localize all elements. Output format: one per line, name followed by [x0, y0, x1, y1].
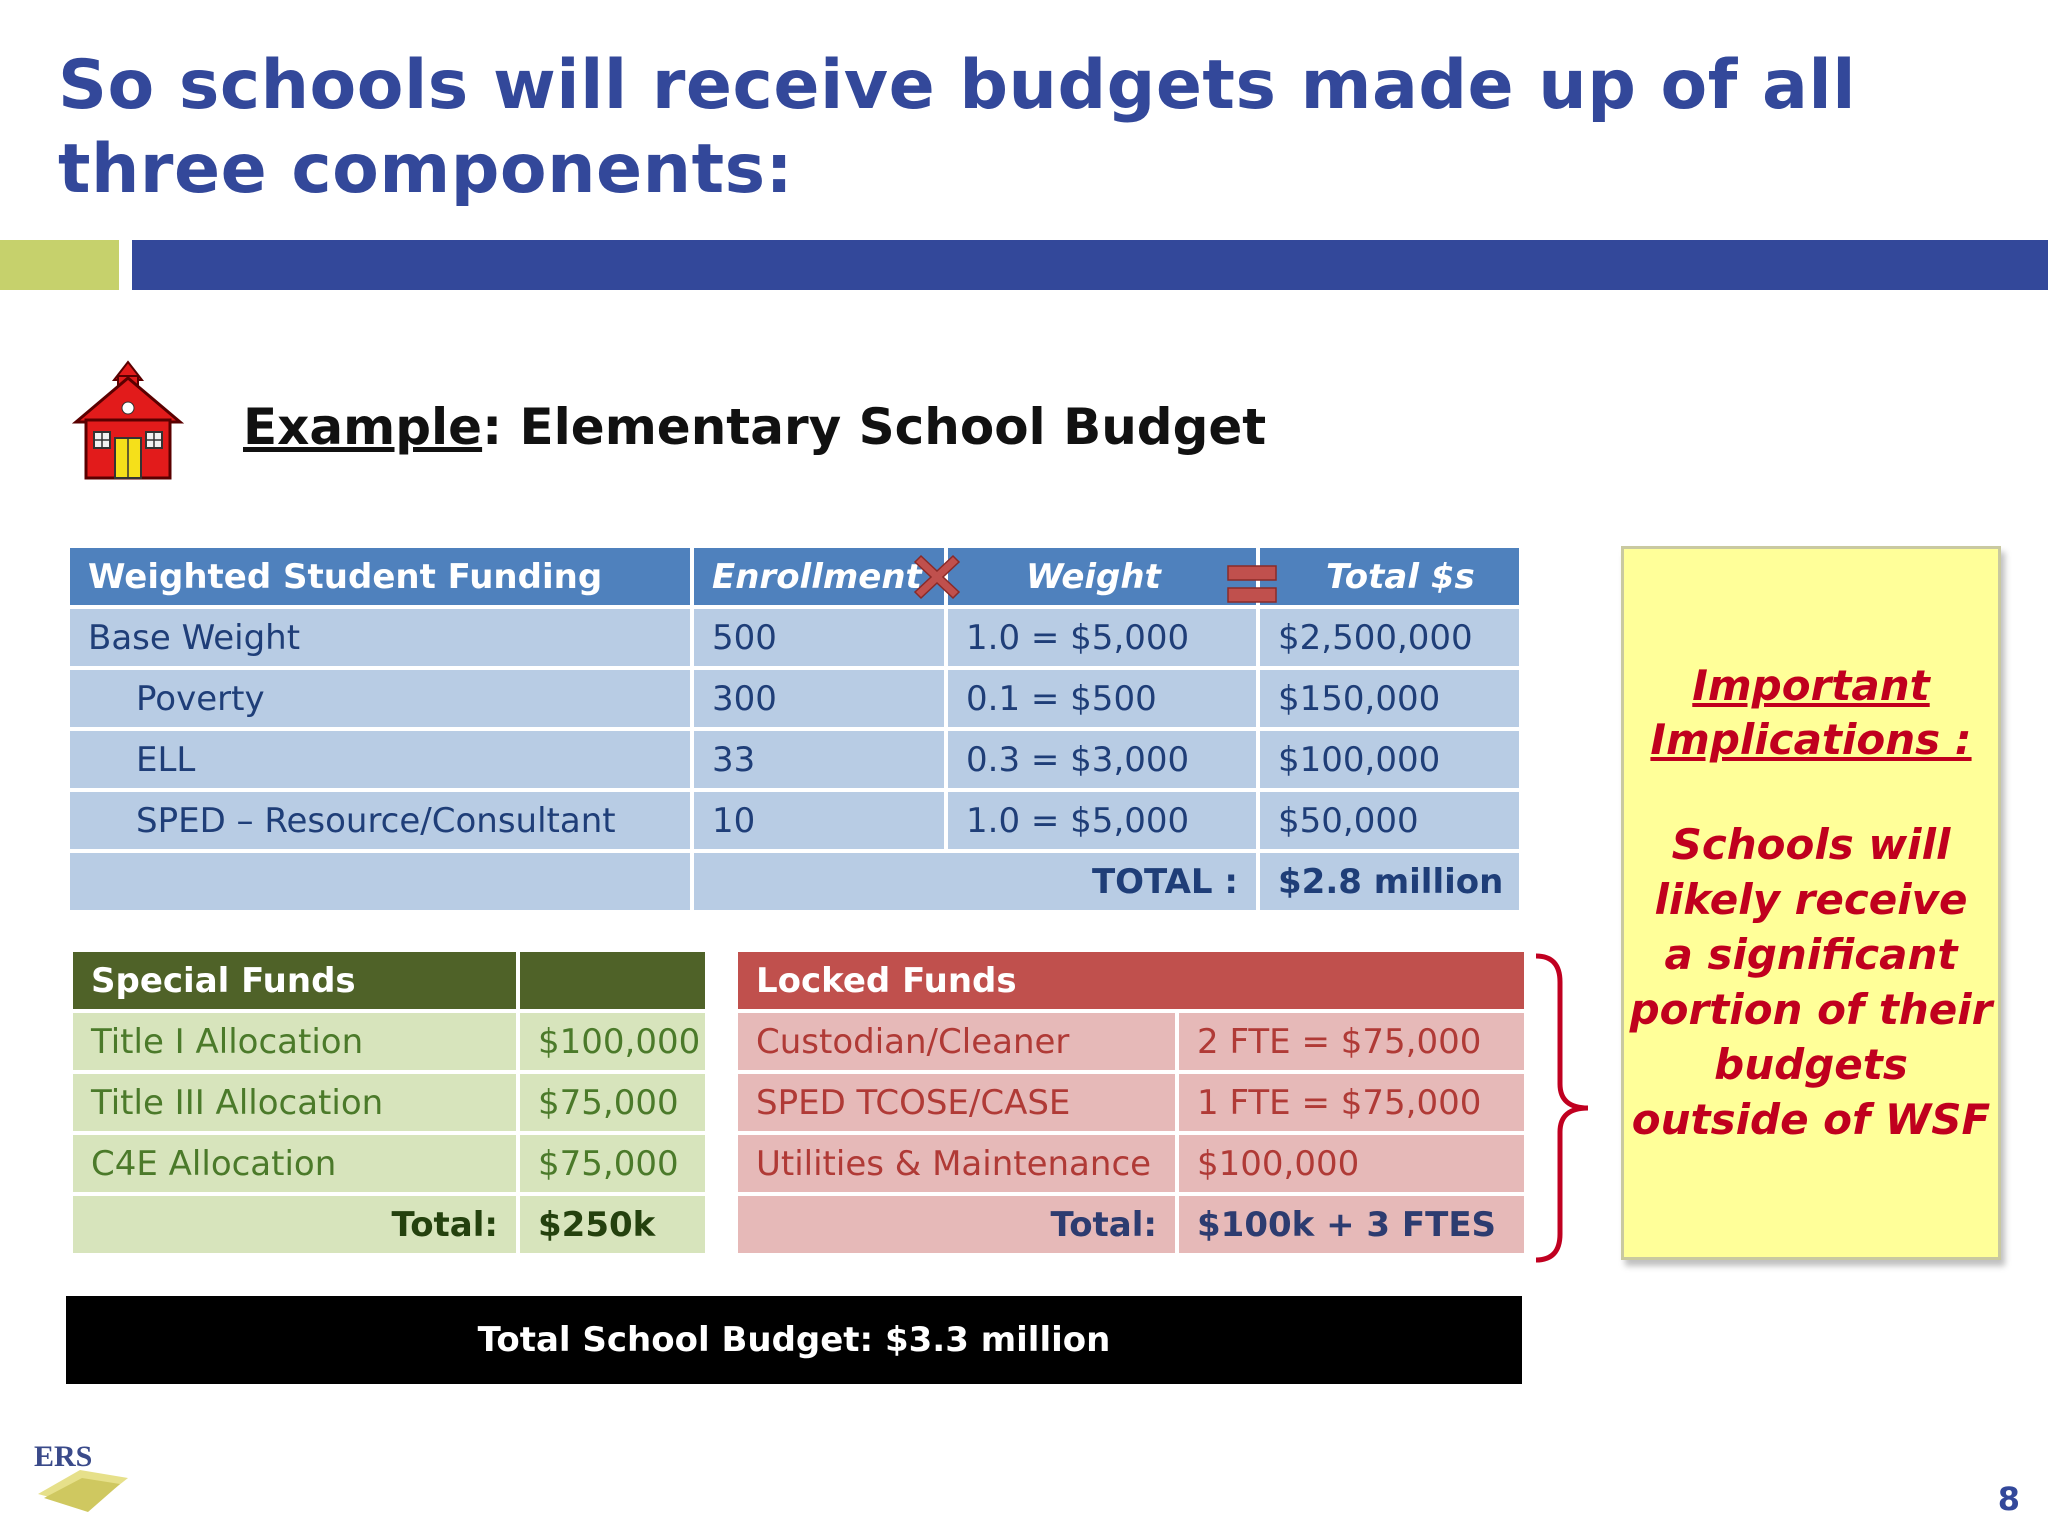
total-label: Total:: [73, 1196, 516, 1253]
note-heading: [1650, 659, 1971, 767]
note-body-line: outside of WSF: [1631, 1095, 1991, 1144]
note-body-line: portion of their: [1629, 985, 1993, 1034]
table-header-row: [70, 548, 1519, 605]
logo-text: ERS: [34, 1440, 93, 1473]
enrollment-cell: 300: [694, 670, 944, 727]
total-cell: $150,000: [1260, 670, 1519, 727]
header-cell: Weight: [948, 548, 1256, 605]
example-label: Example: [243, 398, 483, 456]
row-label: SPED TCOSE/CASE: [738, 1074, 1175, 1131]
weight-cell: 1.0 = $5,000: [948, 792, 1256, 849]
table-row: [738, 1013, 1524, 1070]
total-label: TOTAL :: [694, 853, 1256, 910]
row-label: Utilities & Maintenance: [738, 1135, 1175, 1192]
header-cell: Weighted Student Funding: [70, 548, 690, 605]
accent-bar-green: [0, 240, 119, 290]
example-title: : Elementary School Budget: [482, 398, 1267, 456]
table-row: [73, 1013, 705, 1070]
locked-funds-table: [734, 948, 1528, 1257]
important-implications-note: [1621, 546, 2001, 1260]
table-row: [70, 609, 1519, 666]
table-header-row: [738, 952, 1524, 1009]
enrollment-cell: 10: [694, 792, 944, 849]
weight-cell: 0.3 = $3,000: [948, 731, 1256, 788]
table-row: [73, 1135, 705, 1192]
total-label: Total:: [738, 1196, 1175, 1253]
table-row: [73, 1074, 705, 1131]
empty-cell: [70, 853, 690, 910]
total-value: $250k: [520, 1196, 705, 1253]
header-cell: Special Funds: [73, 952, 516, 1009]
total-cell: $100,000: [1260, 731, 1519, 788]
note-body-line: budgets: [1714, 1040, 1908, 1089]
note-body: [1630, 817, 1993, 1147]
page-number: 8: [1997, 1480, 2020, 1518]
table-total-row: [70, 853, 1519, 910]
table-row: [738, 1135, 1524, 1192]
value-cell: $100,000: [1179, 1135, 1524, 1192]
row-label: Title III Allocation: [73, 1074, 516, 1131]
table-total-row: [73, 1196, 705, 1253]
row-label: ELL: [70, 731, 690, 788]
total-cell: $50,000: [1260, 792, 1519, 849]
table-row: [70, 731, 1519, 788]
header-cell: Enrollment: [694, 548, 944, 605]
note-heading-line: Important: [1692, 661, 1930, 710]
header-cell: Total $s: [1260, 548, 1519, 605]
total-value: $2.8 million: [1260, 853, 1519, 910]
weight-cell: 1.0 = $5,000: [948, 609, 1256, 666]
weight-cell: 0.1 = $500: [948, 670, 1256, 727]
table-header-row: [73, 952, 705, 1009]
schoolhouse-icon: [72, 356, 184, 486]
table-row: [70, 670, 1519, 727]
row-label: C4E Allocation: [73, 1135, 516, 1192]
note-body-line: likely receive: [1654, 875, 1968, 924]
row-label: Poverty: [70, 670, 690, 727]
total-value: $100k + 3 FTES: [1179, 1196, 1524, 1253]
total-school-budget-bar: Total School Budget: $3.3 million: [66, 1296, 1522, 1384]
enrollment-cell: 500: [694, 609, 944, 666]
note-heading-line: Implications :: [1650, 715, 1972, 764]
equals-icon: [1226, 562, 1278, 606]
note-body-line: Schools will: [1671, 820, 1951, 869]
value-cell: 2 FTE = $75,000: [1179, 1013, 1524, 1070]
row-label: SPED – Resource/Consultant: [70, 792, 690, 849]
special-funds-table: [69, 948, 709, 1257]
value-cell: $75,000: [520, 1135, 705, 1192]
ers-logo: [30, 1432, 140, 1518]
value-cell: $75,000: [520, 1074, 705, 1131]
table-row: [738, 1074, 1524, 1131]
note-body-line: a significant: [1664, 930, 1958, 979]
value-cell: $100,000: [520, 1013, 705, 1070]
weighted-student-funding-table: [66, 544, 1523, 914]
header-cell: [520, 952, 705, 1009]
right-brace-icon: [1530, 952, 1600, 1264]
example-heading: [243, 398, 1266, 456]
slide-title: So schools will receive budgets made up of all three components:: [58, 46, 1857, 209]
header-cell: Locked Funds: [738, 952, 1524, 1009]
value-cell: 1 FTE = $75,000: [1179, 1074, 1524, 1131]
table-total-row: [738, 1196, 1524, 1253]
row-label: Custodian/Cleaner: [738, 1013, 1175, 1070]
row-label: Title I Allocation: [73, 1013, 516, 1070]
enrollment-cell: 33: [694, 731, 944, 788]
total-cell: $2,500,000: [1260, 609, 1519, 666]
row-label: Base Weight: [70, 609, 690, 666]
multiply-icon: [912, 552, 962, 602]
table-row: [70, 792, 1519, 849]
accent-bar-blue: [132, 240, 2048, 290]
